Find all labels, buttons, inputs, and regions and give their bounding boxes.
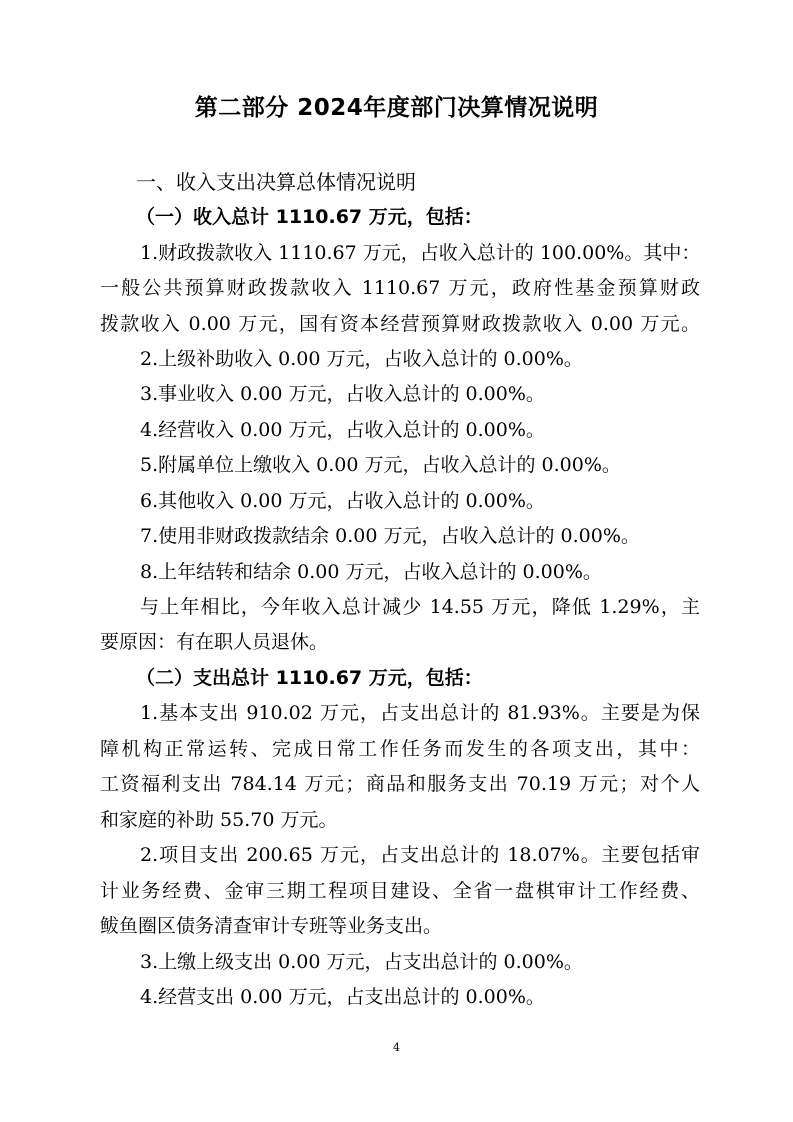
income-item-8: 8.上年结转和结余 0.00 万元，占收入总计的 0.00%。 — [140, 561, 602, 583]
expense-item-1-line-3: 工资福利支出 784.14 万元；商品和服务支出 70.19 万元；对个人 — [100, 773, 700, 795]
page-title: 第二部分 2024年度部门决算情况说明 — [194, 95, 599, 121]
expense-item-1-line-4: 和家庭的补助 55.70 万元。 — [100, 809, 338, 831]
income-compare-line-1: 与上年相比，今年收入总计减少 14.55 万元，降低 1.29%，主 — [140, 596, 700, 618]
income-compare-line-2: 要原因：有在职人员退休。 — [100, 631, 329, 653]
income-item-3: 3.事业收入 0.00 万元，占收入总计的 0.00%。 — [140, 383, 545, 405]
income-item-1-line-2: 一般公共预算财政拨款收入 1110.67 万元，政府性基金预算财政 — [100, 277, 700, 299]
expense-item-1-line-1: 1.基本支出 910.02 万元，占支出总计的 81.93%。主要是为保 — [140, 702, 700, 724]
expense-item-3: 3.上缴上级支出 0.00 万元，占支出总计的 0.00%。 — [140, 951, 583, 973]
income-item-7: 7.使用非财政拨款结余 0.00 万元，占收入总计的 0.00%。 — [140, 525, 640, 547]
expense-item-2-line-1: 2.项目支出 200.65 万元，占支出总计的 18.07%。主要包括审 — [140, 844, 700, 866]
income-item-1-line-3: 拨款收入 0.00 万元，国有资本经营预算财政拨款收入 0.00 万元。 — [100, 313, 700, 335]
expense-item-1-line-2: 障机构正常运转、完成日常工作任务而发生的各项支出，其中： — [100, 738, 700, 760]
income-heading: （一）收入总计 1110.67 万元，包括： — [136, 206, 483, 228]
income-item-1-line-1: 1.财政拨款收入 1110.67 万元，占收入总计的 100.00%。其中： — [140, 242, 701, 264]
income-item-5: 5.附属单位上缴收入 0.00 万元，占收入总计的 0.00%。 — [140, 454, 621, 476]
page-number: 4 — [393, 1041, 400, 1054]
income-item-4: 4.经营收入 0.00 万元，占收入总计的 0.00%。 — [140, 419, 545, 441]
expense-item-4: 4.经营支出 0.00 万元，占支出总计的 0.00%。 — [140, 986, 545, 1008]
section-heading-1: 一、收入支出决算总体情况说明 — [136, 170, 416, 194]
expense-heading: （二）支出总计 1110.67 万元，包括： — [136, 667, 483, 689]
income-item-2: 2.上级补助收入 0.00 万元，占收入总计的 0.00%。 — [140, 348, 583, 370]
expense-item-2-line-2: 计业务经费、金审三期工程项目建设、全省一盘棋审计工作经费、 — [100, 880, 700, 902]
income-item-6: 6.其他收入 0.00 万元，占收入总计的 0.00%。 — [140, 490, 545, 512]
expense-item-2-line-3: 鲅鱼圈区债务清查审计专班等业务支出。 — [100, 915, 443, 937]
